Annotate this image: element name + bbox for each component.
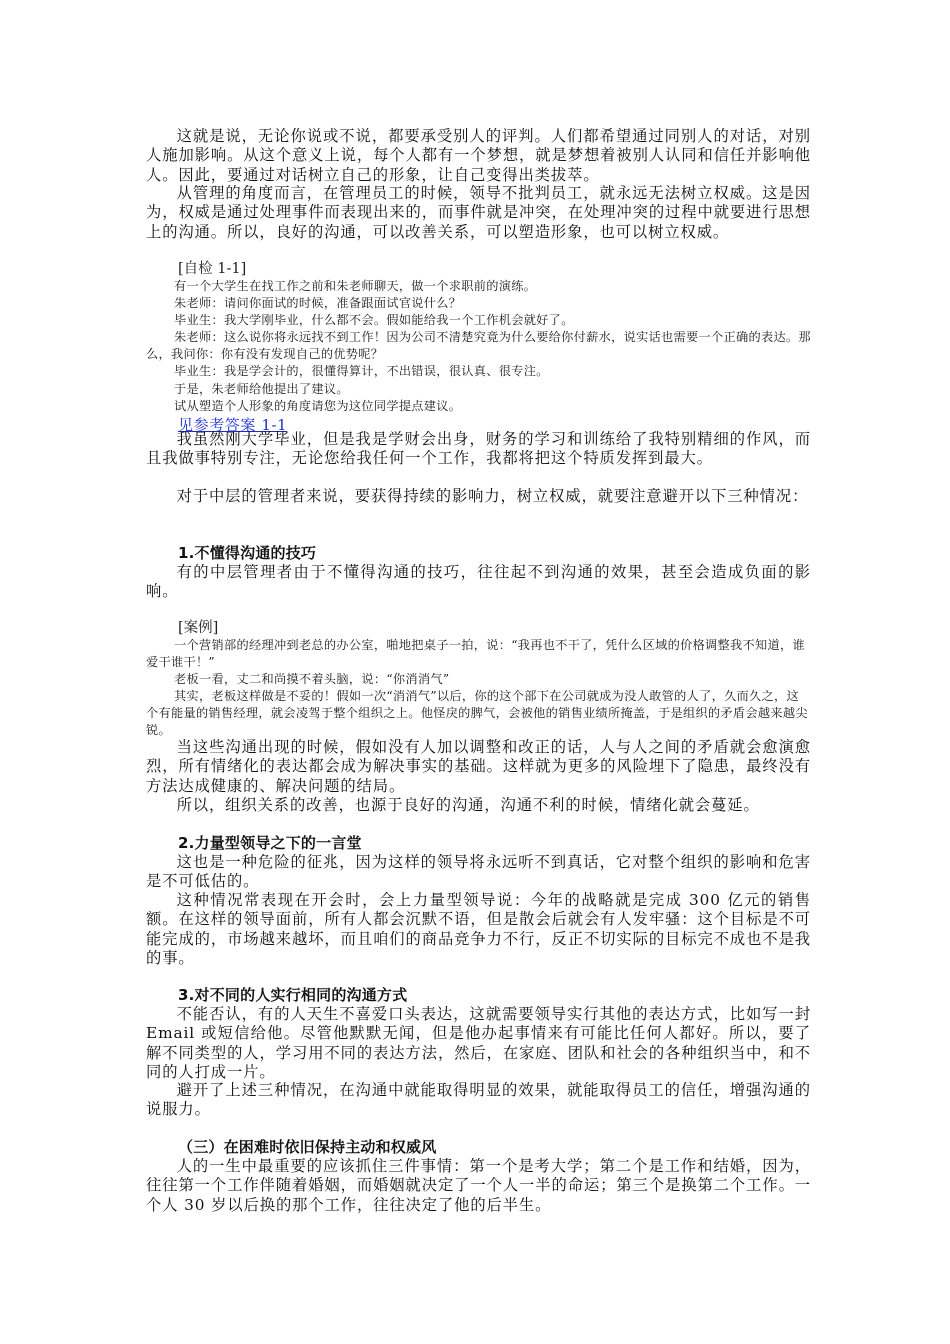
paragraph-1: 这就是说，无论你说或不说，都要承受别人的评判。人们都希望通过同别人的对话，对别人施加影响。从这个意义上说，每个人都有一个梦想，就是梦想着被别人认同和信任并影响他人。因此，要通过对话树立自己的形象，让自己变得出类拔萃。 xyxy=(146,127,811,184)
paragraph-6: 当这些沟通出现的时候，假如没有人加以调整和改正的话，人与人之间的矛盾就会愈演愈烈，所有情绪化的表达都会成为解决事实的基础。这样就为更多的风险埋下了隐患，最终没有方法达成健康的、解决问题的结局。 xyxy=(146,738,811,795)
paragraph-12: 人的一生中最重要的应该抓住三件事情：第一个是考大学；第二个是工作和结婚，因为，往往第一个工作伴随着婚姻，而婚姻就决定了一个人一半的命运；第三个是换第二个工作。一个人 30 岁以后换的那个工作，往往决定了他的后半生。 xyxy=(146,1157,811,1214)
self-check-line: 朱老师：这么说你将永远找不到工作！因为公司不清楚究竟为什么要给你付薪水，说实话也需要一个正确的表达。那么，我问你：你有没有发现自己的优势呢？ xyxy=(146,330,811,362)
paragraph-5: 有的中层管理者由于不懂得沟通的技巧，往往起不到沟通的效果，甚至会造成负面的影响。 xyxy=(146,563,811,601)
paragraph-2: 从管理的角度而言，在管理员工的时候，领导不批判员工，就永远无法树立权威。这是因为，权威是通过处理事件而表现出来的，而事件就是冲突，在处理冲突的过程中就要进行思想上的沟通。所以，良好的沟通，可以改善关系，可以塑造形象，也可以树立权威。 xyxy=(146,184,811,241)
section-heading-2: 2.力量型领导之下的一言堂 xyxy=(178,834,362,852)
self-check-line: 毕业生：我大学刚毕业，什么都不会。假如能给我一个工作机会就好了。 xyxy=(174,313,574,328)
self-check-line: 毕业生：我是学会计的，很懂得算计，不出错误，很认真、很专注。 xyxy=(174,364,549,379)
paragraph-10: 不能否认，有的人天生不喜爱口头表达，这就需要领导实行其他的表达方式，比如写一封 Email 或短信给他。尽管他默默无闻，但是他办起事情来有可能比任何人都好。所以，要了解不同类型的人，学习用不同的表达方法，然后，在家庭、团队和社会的各种组织当中，和不同的人打成一片。 xyxy=(146,1005,811,1081)
case-label: [案例] xyxy=(178,620,219,636)
self-check-line: 朱老师：请问你面试的时候，准备跟面试官说什么？ xyxy=(174,296,462,311)
case-line: 老板一看，丈二和尚摸不着头脑，说：“你消消气” xyxy=(174,672,450,687)
self-check-line: 于是，朱老师给他提出了建议。 xyxy=(174,381,349,396)
section-heading-3: 3.对不同的人实行相同的沟通方式 xyxy=(178,986,408,1004)
paragraph-9: 这种情况常表现在开会时，会上力量型领导说：今年的战略就是完成 300 亿元的销售额。在这样的领导面前，所有人都会沉默不语，但是散会后就会有人发牢骚：这个目标是不可能完成的，市场越来越坏，而且咱们的商品竞争力不行，反正不切实际的目标完不成也不是我的事。 xyxy=(146,891,811,967)
self-check-label: [自检 1-1] xyxy=(178,261,247,277)
case-line: 一个营销部的经理冲到老总的办公室，啪地把桌子一拍，说：“我再也不干了，凭什么区域的价格调整我不知道，谁爱干谁干！” xyxy=(146,638,805,670)
section-heading-4: （三）在困难时依旧保持主动和权威风 xyxy=(178,1138,437,1156)
paragraph-7: 所以，组织关系的改善，也源于良好的沟通，沟通不利的时候，情绪化就会蔓延。 xyxy=(176,796,760,814)
paragraph-4: 对于中层的管理者来说，要获得持续的影响力，树立权威，就要注意避开以下三种情况： xyxy=(176,487,809,505)
case-box xyxy=(146,619,811,740)
section-heading-1: 1.不懂得沟通的技巧 xyxy=(178,544,317,562)
case-line: 其实，老板这样做是不妥的！假如一次“消消气”以后，你的这个部下在公司就成为没人敢管的人了，久而久之，这个有能量的销售经理，就会凌驾于整个组织之上。他怪戾的脾气，会被他的销售业绩所掩盖，于是组织的矛盾会越来越尖锐。 xyxy=(146,689,808,738)
paragraph-11: 避开了上述三种情况，在沟通中就能取得明显的效果，就能取得员工的信任，增强沟通的说服力。 xyxy=(146,1081,811,1119)
answer-link[interactable]: 见参考答案 1-1 xyxy=(178,415,288,434)
self-check-line: 试从塑造个人形象的角度请您为这位同学提点建议。 xyxy=(174,398,462,413)
paragraph-3: 我虽然刚大学毕业，但是我是学财会出身，财务的学习和训练给了我特别精细的作风，而且我做事特别专注，无论您给我任何一个工作，我都将把这个特质发挥到最大。 xyxy=(146,430,811,468)
paragraph-8: 这也是一种危险的征兆，因为这样的领导将永远听不到真话，它对整个组织的影响和危害是不可低估的。 xyxy=(146,853,811,891)
self-check-box xyxy=(146,260,811,435)
self-check-line: 有一个大学生在找工作之前和朱老师聊天，做一个求职前的演练。 xyxy=(174,279,537,293)
